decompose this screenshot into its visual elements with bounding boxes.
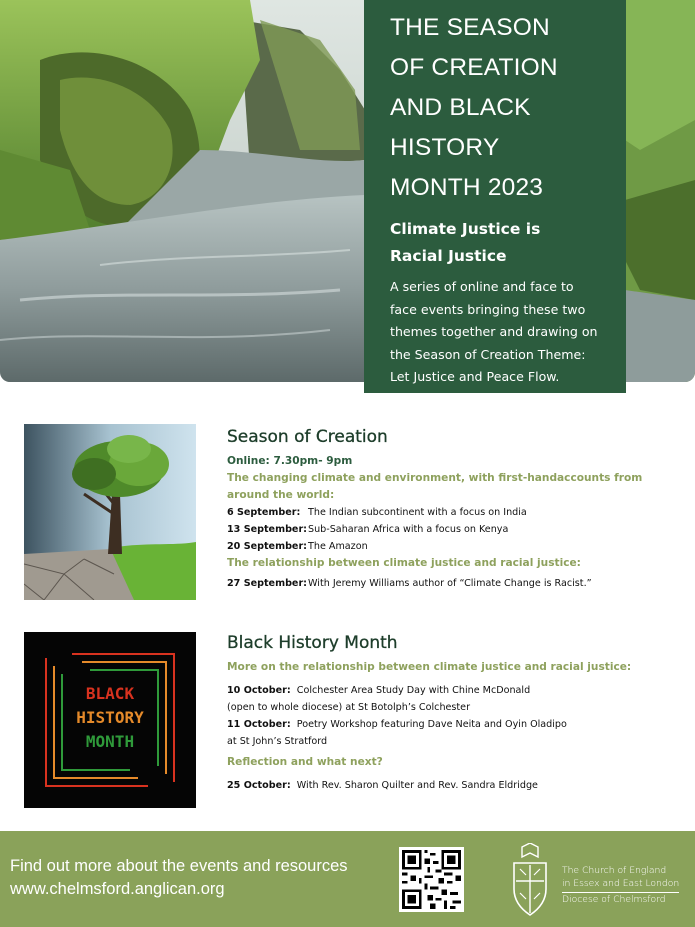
event-title-line: OF CREATION <box>390 54 558 81</box>
event-text: Colchester Area Study Day with Chine McDonald <box>296 685 531 696</box>
footer-text <box>10 855 348 901</box>
event-title-line: MONTH 2023 <box>390 174 544 201</box>
event-text: The Amazon <box>308 541 368 552</box>
event-row-continued: (open to whole diocese) at St Botolph’s Colchester <box>227 702 471 713</box>
relationship-label: More on the relationship between climate justice and racial justice: <box>227 661 632 673</box>
church-line: The Church of England <box>562 865 667 876</box>
event-text: With Jeremy Williams author of “Climate Change is Racist.” <box>308 578 592 589</box>
event-date: 20 September: <box>227 541 308 552</box>
event-text: Sub-Saharan Africa with a focus on Kenya <box>308 524 509 535</box>
tree-illustration <box>24 424 196 600</box>
online-time: Online: 7.30pm- 9pm <box>227 455 353 467</box>
season-of-creation-section <box>227 427 667 592</box>
tree-climate-image <box>24 424 196 600</box>
event-row-continued: at St John’s Stratford <box>227 736 328 747</box>
event-row <box>227 777 667 794</box>
website-link[interactable]: www.chelmsford.anglican.org <box>10 880 225 898</box>
black-history-month-section <box>227 633 667 794</box>
event-title-line: THE SEASON <box>390 14 550 41</box>
event-text: With Rev. Sharon Quilter and Rev. Sandra Eldridge <box>296 780 538 791</box>
church-name <box>562 865 679 907</box>
subtitle <box>390 216 610 270</box>
event-text: Poetry Workshop featuring Dave Neita and Oyin Oladipo <box>296 719 567 730</box>
event-date: 6 September: <box>227 507 301 518</box>
church-line: in Essex and East London <box>562 877 680 889</box>
event-row <box>227 575 667 592</box>
title-panel <box>364 0 626 393</box>
reflection-label: Reflection and what next? <box>227 756 383 768</box>
description-line: A series of online and face to <box>390 279 574 294</box>
description <box>390 276 610 389</box>
event-title-line: AND BLACK <box>390 94 531 121</box>
description-line: themes together and drawing on <box>390 324 598 339</box>
relationship-label: The relationship between climate justice and racial justice: <box>227 557 581 569</box>
event-row <box>227 716 667 733</box>
bhm-word: BLACK <box>85 684 135 703</box>
section-heading: Black History Month <box>227 633 398 653</box>
footer-line: Find out more about the events and resources <box>10 857 348 875</box>
event-row <box>227 682 667 699</box>
description-line: Let Justice and Peace Flow. <box>390 369 560 384</box>
bhm-word: MONTH <box>85 732 135 751</box>
event-date: 10 October: <box>227 685 291 696</box>
bhm-logo-words <box>24 682 196 754</box>
event-date: 27 September: <box>227 578 308 589</box>
qr-code[interactable] <box>399 847 464 912</box>
event-title-line: HISTORY <box>390 134 500 161</box>
description-line: face events bringing these two <box>390 301 586 317</box>
event-row <box>227 521 667 538</box>
diocese-crest-icon <box>506 843 554 919</box>
description-line: the Season of Creation Theme: <box>390 346 586 362</box>
event-date: 11 October: <box>227 719 291 730</box>
event-text: The Indian subcontinent with a focus on India <box>308 507 527 518</box>
intro-line: around the world: <box>227 489 335 501</box>
event-row <box>227 538 667 555</box>
footer <box>0 831 695 927</box>
event-date: 13 September: <box>227 524 308 535</box>
event-row <box>227 504 667 521</box>
subtitle-line: Climate Justice is <box>390 220 541 238</box>
event-date: 25 October: <box>227 780 291 791</box>
intro-line: The changing climate and environment, with first-handaccounts from <box>227 472 643 484</box>
section-heading: Season of Creation <box>227 427 388 447</box>
diocese-name: Diocese of Chelmsford <box>562 892 679 907</box>
bhm-word: HISTORY <box>76 708 144 727</box>
black-history-month-logo <box>24 632 196 808</box>
subtitle-line: Racial Justice <box>390 247 507 265</box>
qr-code-icon <box>402 850 461 909</box>
